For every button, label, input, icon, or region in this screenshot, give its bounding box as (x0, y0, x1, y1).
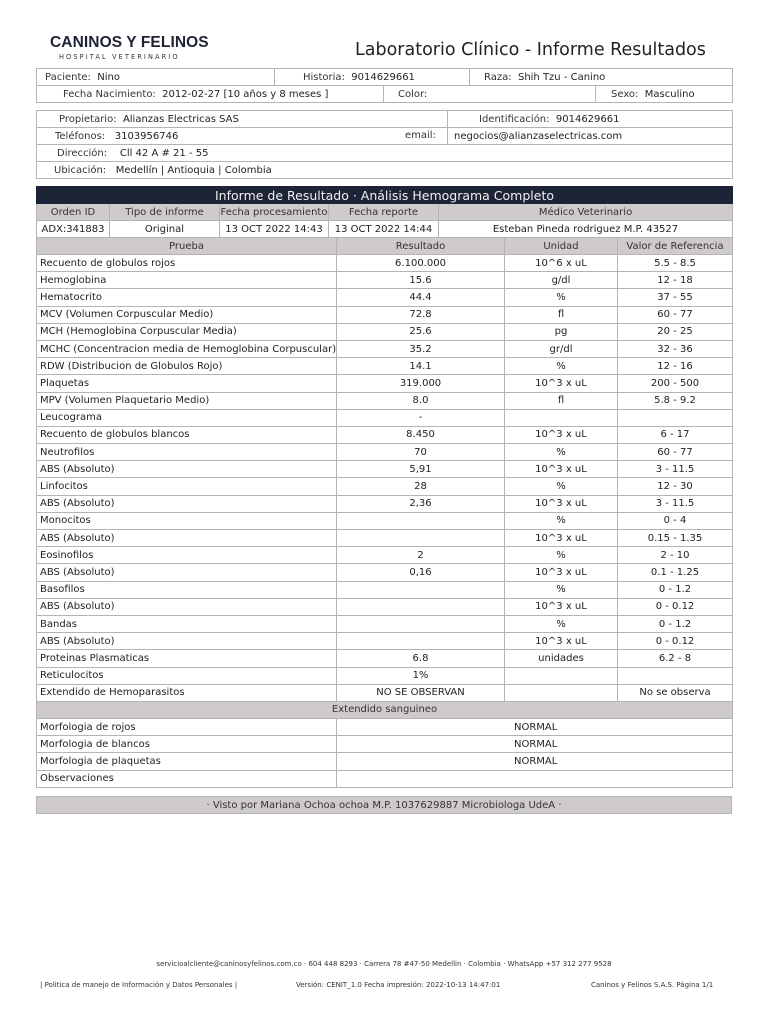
test-unit: % (505, 512, 618, 529)
test-reference: 0.1 - 1.25 (618, 564, 733, 581)
test-name: Plaquetas (37, 375, 337, 392)
morphology-name: Morfologia de rojos (37, 719, 337, 736)
test-result (337, 581, 505, 598)
test-unit: 10^3 x uL (505, 598, 618, 615)
morphology-name: Morfologia de plaquetas (37, 753, 337, 770)
results-table (36, 237, 733, 788)
test-reference: 5.8 - 9.2 (618, 392, 733, 409)
test-result: 35.2 (337, 340, 505, 357)
history-cell (275, 69, 470, 86)
test-unit: 10^3 x uL (505, 461, 618, 478)
test-result: 72.8 (337, 306, 505, 323)
test-unit (505, 409, 618, 426)
col-test: Prueba (37, 238, 337, 255)
patient-name-cell (37, 69, 275, 86)
test-unit: 10^3 x uL (505, 633, 618, 650)
test-reference: No se observa (618, 684, 733, 701)
logo-name: CANINOS Y FELINOS (50, 34, 209, 51)
morphology-result: NORMAL (337, 719, 733, 736)
test-name: Eosinofilos (37, 547, 337, 564)
test-reference: 0 - 1.2 (618, 581, 733, 598)
test-name: Monocitos (37, 512, 337, 529)
test-reference (618, 409, 733, 426)
table-row (37, 633, 733, 650)
test-result: 8.450 (337, 426, 505, 443)
test-name: Extendido de Hemoparasitos (37, 684, 337, 701)
test-result (337, 530, 505, 547)
test-name: Linfocitos (37, 478, 337, 495)
table-row (37, 512, 733, 529)
owner-label: Propietario: (59, 113, 117, 125)
col-processing-date: Fecha procesamiento (220, 204, 329, 221)
address: Cll 42 A # 21 - 55 (119, 147, 209, 159)
test-reference: 0 - 1.2 (618, 615, 733, 632)
version-info: Versión: CENIT_1.0 Fecha impresión: 2022-10-13 14:47:01 (296, 981, 501, 989)
test-name: Hematocrito (37, 289, 337, 306)
test-reference: 6 - 17 (618, 426, 733, 443)
reviewed-by: · Visto por Mariana Ochoa ochoa M.P. 1037629887 Microbiologa UdeA · (37, 797, 732, 814)
breed-cell (470, 69, 733, 86)
table-row (37, 409, 733, 426)
test-result (337, 633, 505, 650)
test-result: 2 (337, 547, 505, 564)
test-reference: 20 - 25 (618, 323, 733, 340)
sex: Masculino (644, 88, 695, 100)
history-number: 9014629661 (351, 71, 415, 83)
test-unit: % (505, 547, 618, 564)
phones: 3103956746 (114, 130, 179, 142)
birthdate-cell (37, 86, 384, 103)
test-unit: pg (505, 323, 618, 340)
email-cell (405, 128, 733, 145)
test-name: MCV (Volumen Corpuscular Medio) (37, 306, 337, 323)
table-row (37, 392, 733, 409)
test-name: Reticulocitos (37, 667, 337, 684)
table-row (37, 426, 733, 443)
owner-info-table (36, 110, 733, 179)
table-row (37, 770, 733, 787)
morphology-result: NORMAL (337, 736, 733, 753)
test-name: ABS (Absoluto) (37, 530, 337, 547)
page-info: Caninos y Felinos S.A.S. Página 1/1 (591, 981, 714, 989)
order-id: ADX:341883 (37, 221, 110, 238)
test-reference: 2 - 10 (618, 547, 733, 564)
test-name: Recuento de globulos blancos (37, 426, 337, 443)
test-reference: 12 - 30 (618, 478, 733, 495)
report-header-table (36, 186, 733, 238)
test-unit: fl (505, 306, 618, 323)
test-result: 0,16 (337, 564, 505, 581)
test-unit: % (505, 444, 618, 461)
history-label: Historia: (303, 71, 345, 83)
test-result: - (337, 409, 505, 426)
table-row (37, 323, 733, 340)
test-name: Bandas (37, 615, 337, 632)
table-row (37, 684, 733, 701)
test-unit: % (505, 358, 618, 375)
report-date: 13 OCT 2022 14:44 (329, 221, 439, 238)
test-unit: 10^6 x uL (505, 255, 618, 272)
sex-label: Sexo: (611, 88, 639, 100)
phones-cell (37, 128, 448, 145)
test-result: 5,91 (337, 461, 505, 478)
location-cell (37, 162, 733, 179)
test-result (337, 512, 505, 529)
test-result: 28 (337, 478, 505, 495)
test-name: ABS (Absoluto) (37, 633, 337, 650)
visto-table (36, 796, 732, 814)
test-unit: % (505, 581, 618, 598)
test-unit: gr/dl (505, 340, 618, 357)
test-name: MPV (Volumen Plaquetario Medio) (37, 392, 337, 409)
test-reference: 60 - 77 (618, 306, 733, 323)
color-cell (384, 86, 596, 103)
table-row (37, 461, 733, 478)
table-row (37, 564, 733, 581)
test-reference: 0 - 0.12 (618, 598, 733, 615)
test-name: ABS (Absoluto) (37, 564, 337, 581)
morphology-result (337, 770, 733, 787)
table-row (37, 719, 733, 736)
table-row (37, 444, 733, 461)
birthdate: 2012-02-27 [10 años y 8 meses ] (162, 88, 329, 100)
test-name: ABS (Absoluto) (37, 598, 337, 615)
identification-cell (448, 111, 733, 128)
test-result: 70 (337, 444, 505, 461)
test-result: 319.000 (337, 375, 505, 392)
patient-name-label: Paciente: (45, 71, 91, 83)
test-reference: 0 - 0.12 (618, 633, 733, 650)
test-name: MCH (Hemoglobina Corpuscular Media) (37, 323, 337, 340)
test-reference: 5.5 - 8.5 (618, 255, 733, 272)
address-label: Dirección: (57, 147, 108, 159)
report-type: Original (110, 221, 220, 238)
table-row (37, 581, 733, 598)
table-row (37, 255, 733, 272)
extendido-header: Extendido sanguineo (37, 701, 733, 718)
report-title: Informe de Resultado · Análisis Hemograma Completo (37, 187, 733, 204)
col-unit: Unidad (505, 238, 618, 255)
birthdate-label: Fecha Nacimiento: (63, 88, 156, 100)
test-name: Proteinas Plasmaticas (37, 650, 337, 667)
test-name: Leucograma (37, 409, 337, 426)
test-unit: 10^3 x uL (505, 375, 618, 392)
table-row (37, 530, 733, 547)
test-name: ABS (Absoluto) (37, 495, 337, 512)
morphology-result: NORMAL (337, 753, 733, 770)
test-unit: 10^3 x uL (505, 530, 618, 547)
test-unit: fl (505, 392, 618, 409)
test-result: 8.0 (337, 392, 505, 409)
phones-label: Teléfonos: (55, 130, 106, 142)
test-unit: g/dl (505, 272, 618, 289)
test-unit: unidades (505, 650, 618, 667)
privacy-policy-link[interactable]: | Politica de manejo de Información y Datos Personales | (40, 981, 238, 989)
table-row (37, 306, 733, 323)
test-name: RDW (Distribucion de Globulos Rojo) (37, 358, 337, 375)
test-unit: 10^3 x uL (505, 495, 618, 512)
col-result: Resultado (337, 238, 505, 255)
test-reference: 200 - 500 (618, 375, 733, 392)
veterinarian: Esteban Pineda rodriguez M.P. 43527 (439, 221, 733, 238)
test-result: 15.6 (337, 272, 505, 289)
processing-date: 13 OCT 2022 14:43 (220, 221, 329, 238)
morphology-name: Observaciones (37, 770, 337, 787)
morphology-name: Morfologia de blancos (37, 736, 337, 753)
col-veterinarian: Médico Veterinario (439, 204, 733, 221)
patient-name: Nino (97, 71, 120, 83)
patient-info-table (36, 68, 733, 86)
footer-contact: servicioalcliente@caninosyfelinos.com.co · 604 448 8293 · Carrera 78 #47-50 Medellin · Colombia · WhatsApp +57 312 277 9528 (156, 960, 612, 968)
test-reference: 6.2 - 8 (618, 650, 733, 667)
test-name: Hemoglobina (37, 272, 337, 289)
table-row (37, 358, 733, 375)
table-row (37, 667, 733, 684)
table-row (37, 598, 733, 615)
test-result: 1% (337, 667, 505, 684)
test-result (337, 598, 505, 615)
col-reference: Valor de Referencia (618, 238, 733, 255)
table-row (37, 272, 733, 289)
test-unit (505, 684, 618, 701)
location-label: Ubicación: (54, 164, 107, 176)
email-label: email: (405, 130, 436, 141)
col-report-date: Fecha reporte (329, 204, 439, 221)
test-unit: % (505, 289, 618, 306)
table-row (37, 340, 733, 357)
owner-cell (37, 111, 448, 128)
test-result: NO SE OBSERVAN (337, 684, 505, 701)
sex-cell (596, 86, 733, 103)
col-report-type: Tipo de informe (110, 204, 220, 221)
test-unit: % (505, 478, 618, 495)
address-cell (37, 145, 733, 162)
table-row (37, 547, 733, 564)
test-reference: 37 - 55 (618, 289, 733, 306)
patient-info-table-2 (36, 85, 733, 103)
test-unit (505, 667, 618, 684)
test-reference (618, 667, 733, 684)
email[interactable]: negocios@alianzaselectricas.com (454, 130, 623, 142)
table-row (37, 753, 733, 770)
table-row (37, 495, 733, 512)
identification: 9014629661 (555, 113, 620, 125)
table-row (37, 289, 733, 306)
test-reference: 12 - 18 (618, 272, 733, 289)
test-result: 6.100.000 (337, 255, 505, 272)
table-row (37, 650, 733, 667)
test-result: 14.1 (337, 358, 505, 375)
test-reference: 3 - 11.5 (618, 461, 733, 478)
test-reference: 3 - 11.5 (618, 495, 733, 512)
test-unit: 10^3 x uL (505, 564, 618, 581)
owner-name: Alianzas Electricas SAS (122, 113, 239, 125)
breed-label: Raza: (484, 71, 512, 83)
test-result: 6.8 (337, 650, 505, 667)
test-unit: % (505, 615, 618, 632)
test-unit: 10^3 x uL (505, 426, 618, 443)
test-name: Neutrofilos (37, 444, 337, 461)
col-order-id: Orden ID (37, 204, 110, 221)
test-reference: 12 - 16 (618, 358, 733, 375)
table-row (37, 375, 733, 392)
test-name: Basofilos (37, 581, 337, 598)
test-result: 2,36 (337, 495, 505, 512)
identification-label: Identificación: (479, 113, 550, 125)
test-reference: 0 - 4 (618, 512, 733, 529)
test-name: Recuento de globulos rojos (37, 255, 337, 272)
test-reference: 0.15 - 1.35 (618, 530, 733, 547)
test-result: 25.6 (337, 323, 505, 340)
test-result: 44.4 (337, 289, 505, 306)
logo-subtitle: HOSPITAL VETERINARIO (59, 53, 180, 61)
test-result (337, 615, 505, 632)
test-name: ABS (Absoluto) (37, 461, 337, 478)
table-row (37, 478, 733, 495)
hospital-logo (50, 34, 215, 61)
page-title: Laboratorio Clínico - Informe Resultados (355, 40, 706, 60)
location: Medellín | Antioquia | Colombia (115, 164, 272, 176)
test-reference: 60 - 77 (618, 444, 733, 461)
test-reference: 32 - 36 (618, 340, 733, 357)
test-name: MCHC (Concentracion media de Hemoglobina Corpuscular) (37, 340, 337, 357)
table-row (37, 615, 733, 632)
breed: Shih Tzu - Canino (517, 71, 606, 83)
color-label: Color: (398, 88, 428, 100)
table-row (37, 736, 733, 753)
